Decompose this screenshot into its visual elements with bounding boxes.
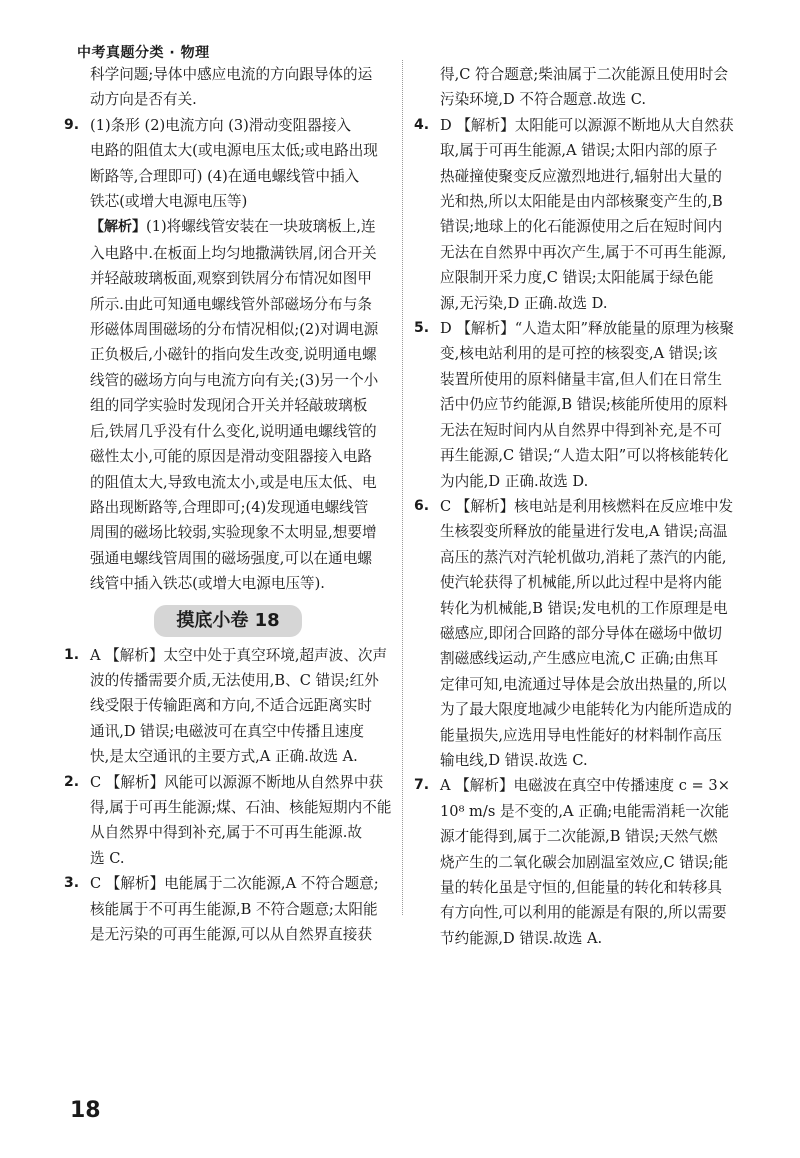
analysis-line: 源才能得到,属于二次能源,B 错误;天然气燃: [440, 828, 718, 846]
analysis-line: 热碰撞使聚变反应激烈地进行,辐射出大量的: [440, 167, 722, 185]
analysis-line: 周围的磁场比较弱,实验现象不太明显,想要增: [90, 524, 377, 542]
analysis-line: 能量损失,应选用导电性能好的材料制作高压: [440, 726, 722, 744]
analysis-line: 定律可知,电流通过导体是会放出热量的,所以: [440, 675, 727, 693]
analysis-text: (1)将螺线管安装在一块玻璃板上,连: [146, 218, 376, 236]
left-column: [60, 62, 396, 947]
analysis-line: 无法在短时间内从自然界中得到补充,是不可: [440, 421, 722, 439]
analysis-line: 烧产生的二氧化碳会加剧温室效应,C 错误;能: [440, 853, 729, 871]
analysis-line: 路出现断路等,合理即可;(4)发现通电螺线管: [90, 498, 369, 516]
analysis-line: 形磁体周围磁场的分布情况相似;(2)对调电源: [90, 321, 379, 339]
analysis-line: 装置所使用的原料储量丰富,但人们在日常生: [440, 370, 722, 388]
analysis-label: 【解析】: [90, 219, 146, 236]
column-divider: [402, 60, 403, 915]
text-line: 污染环境,D 不符合题意.故选 C.: [440, 91, 647, 109]
answer-first-line: D 【解析】“人造太阳”释放能量的原理为核聚: [440, 320, 734, 338]
analysis-line: 无法在自然界中再次产生,属于不可再生能源,: [440, 243, 727, 261]
analysis-line: 后,铁屑几乎没有什么变化,说明通电螺线管的: [90, 422, 377, 440]
analysis-line: 生核裂变所释放的能量进行发电,A 错误;高温: [440, 523, 728, 541]
analysis-first-line: [90, 214, 396, 240]
answer-first-line: C 【解析】核电站是利用核燃料在反应堆中发: [440, 497, 734, 515]
analysis-line: 核能属于不可再生能源,B 不符合题意;太阳能: [90, 900, 378, 918]
analysis-line: 高压的蒸汽对汽轮机做功,消耗了蒸汽的内能,: [440, 548, 727, 566]
analysis-line: 光和热,所以太阳能是由内部核聚变产生的,B: [440, 193, 723, 211]
analysis-line: 正负极后,小磁针的指向发生改变,说明通电螺: [90, 346, 377, 364]
analysis-line: 量的转化虽是守恒的,但能量的转化和转移具: [440, 879, 722, 896]
analysis-line: 为了最大限度地减少电能转化为内能所造成的: [440, 701, 732, 719]
analysis-line: 选 C.: [90, 849, 125, 867]
analysis-line: 错误;地球上的化石能源使用之后在短时间内: [440, 218, 723, 236]
section-header: [60, 605, 396, 637]
running-header: 中考真题分类 · 物理: [77, 45, 210, 61]
analysis-line: 线受限于传输距离和方向,不适合远距离实时: [90, 697, 372, 715]
analysis-line: 所示.由此可知通电螺线管外部磁场分布与条: [90, 295, 372, 313]
analysis-line: 使汽轮获得了机械能,所以此过程中是将内能: [440, 574, 722, 592]
analysis-line: 强通电螺线管周围的磁场强度,可以在通电螺: [90, 549, 372, 567]
analysis-line: 源,无污染,D 正确.故选 D.: [440, 294, 608, 312]
question-number: 6.: [414, 497, 430, 514]
question-2: [60, 770, 396, 872]
question-5: [410, 316, 755, 494]
question-number: 7.: [414, 777, 430, 794]
answer-first-line: A 【解析】电磁波在真空中传播速度 c = 3×: [440, 777, 730, 795]
analysis-line: 线管的磁场方向与电流方向有关;(3)另一个小: [90, 371, 379, 389]
answer-line: 断路等,合理即可) (4)在通电螺线管中插入: [90, 167, 360, 185]
analysis-line: 10⁸ m/s 是不变的,A 正确;电能需消耗一次能: [440, 802, 729, 820]
analysis-line: 为内能,D 正确.故选 D.: [440, 472, 589, 490]
section-title: 摸底小卷 18: [154, 605, 301, 637]
question-number: 4.: [414, 116, 430, 133]
analysis-line: 通讯,D 错误;电磁波可在真空中传播且速度: [90, 722, 364, 740]
analysis-line: 再生能源,C 错误;“人造太阳”可以将核能转化: [440, 447, 729, 465]
analysis-line: 从自然界中得到补充,属于不可再生能源.故: [90, 824, 362, 842]
answer-first-line: C 【解析】电能属于二次能源,A 不符合题意;: [90, 875, 379, 893]
intro-continuation: [60, 62, 396, 113]
analysis-line: 应限制开采力度,C 错误;太阳能属于绿色能: [440, 269, 714, 287]
answer-first-line: A 【解析】太空中处于真空环境,超声波、次声: [90, 646, 388, 664]
answer-line: 电路的阻值太大(或电源电压太低;或电路出现: [90, 142, 378, 160]
analysis-line: 割磁感线运动,产生感应电流,C 正确;由焦耳: [440, 650, 719, 668]
analysis-line: 快,是太空通讯的主要方式,A 正确.故选 A.: [90, 748, 358, 766]
question-6: [410, 494, 755, 773]
analysis-line: 磁性太小,可能的原因是滑动变阻器接入电路: [90, 448, 372, 466]
question-number: 1.: [64, 646, 80, 663]
text-line: 得,C 符合题意;柴油属于二次能源且使用时会: [440, 66, 729, 83]
analysis-line: 是无污染的可再生能源,可以从自然界直接获: [90, 926, 372, 943]
analysis-line: 并轻敲玻璃板面,观察到铁屑分布情况如图甲: [90, 270, 372, 288]
analysis-line: 变,核电站利用的是可控的核裂变,A 错误;该: [440, 345, 718, 363]
question-number: 2.: [64, 773, 80, 790]
text-line: 动方向是否有关.: [90, 91, 197, 109]
analysis-line: 活中仍应节约能源,B 错误;核能所使用的原料: [440, 396, 728, 414]
answer-line: (1)条形 (2)电流方向 (3)滑动变阻器接入: [90, 116, 352, 134]
answer-first-line: D 【解析】太阳能可以源源不断地从大自然获: [440, 116, 734, 134]
right-column: [410, 62, 755, 951]
analysis-line: 的阻值太大,导致电流太小,或是电压太低、电: [90, 473, 377, 491]
question-1: [60, 643, 396, 770]
analysis-line: 得,属于可再生能源;煤、石油、核能短期内不能: [90, 798, 392, 816]
analysis-line: 磁感应,即闭合回路的部分导体在磁场中做切: [440, 624, 722, 642]
question-number: 5.: [414, 320, 430, 337]
text-line: 科学问题;导体中感应电流的方向跟导体的运: [90, 66, 373, 83]
question-7: [410, 773, 755, 951]
analysis-line: 波的传播需要介质,无法使用,B、C 错误;红外: [90, 671, 379, 689]
question-3: [60, 871, 396, 947]
question-4: [410, 113, 755, 316]
page-number: 18: [70, 1098, 101, 1123]
analysis-line: 入电路中.在板面上均匀地撒满铁屑,闭合开关: [90, 244, 377, 262]
q3-continuation: [410, 62, 755, 113]
analysis-line: 组的同学实验时发现闭合开关并轻敲玻璃板: [90, 397, 368, 415]
answer-first-line: C 【解析】风能可以源源不断地从自然界中获: [90, 773, 384, 791]
question-9: [60, 113, 396, 597]
answer-line: 铁芯(或增大电源电压等): [90, 193, 248, 211]
analysis-line: 线管中插入铁芯(或增大电源电压等).: [90, 575, 325, 593]
analysis-line: 输电线,D 错误.故选 C.: [440, 751, 588, 769]
analysis-line: 节约能源,D 错误.故选 A.: [440, 929, 603, 947]
analysis-line: 取,属于可再生能源,A 错误;太阳内部的原子: [440, 142, 718, 160]
question-number: 3.: [64, 875, 80, 892]
analysis-line: 转化为机械能,B 错误;发电机的工作原理是电: [440, 599, 728, 617]
analysis-line: 有方向性,可以利用的能源是有限的,所以需要: [440, 904, 727, 922]
question-number: 9.: [64, 116, 80, 133]
